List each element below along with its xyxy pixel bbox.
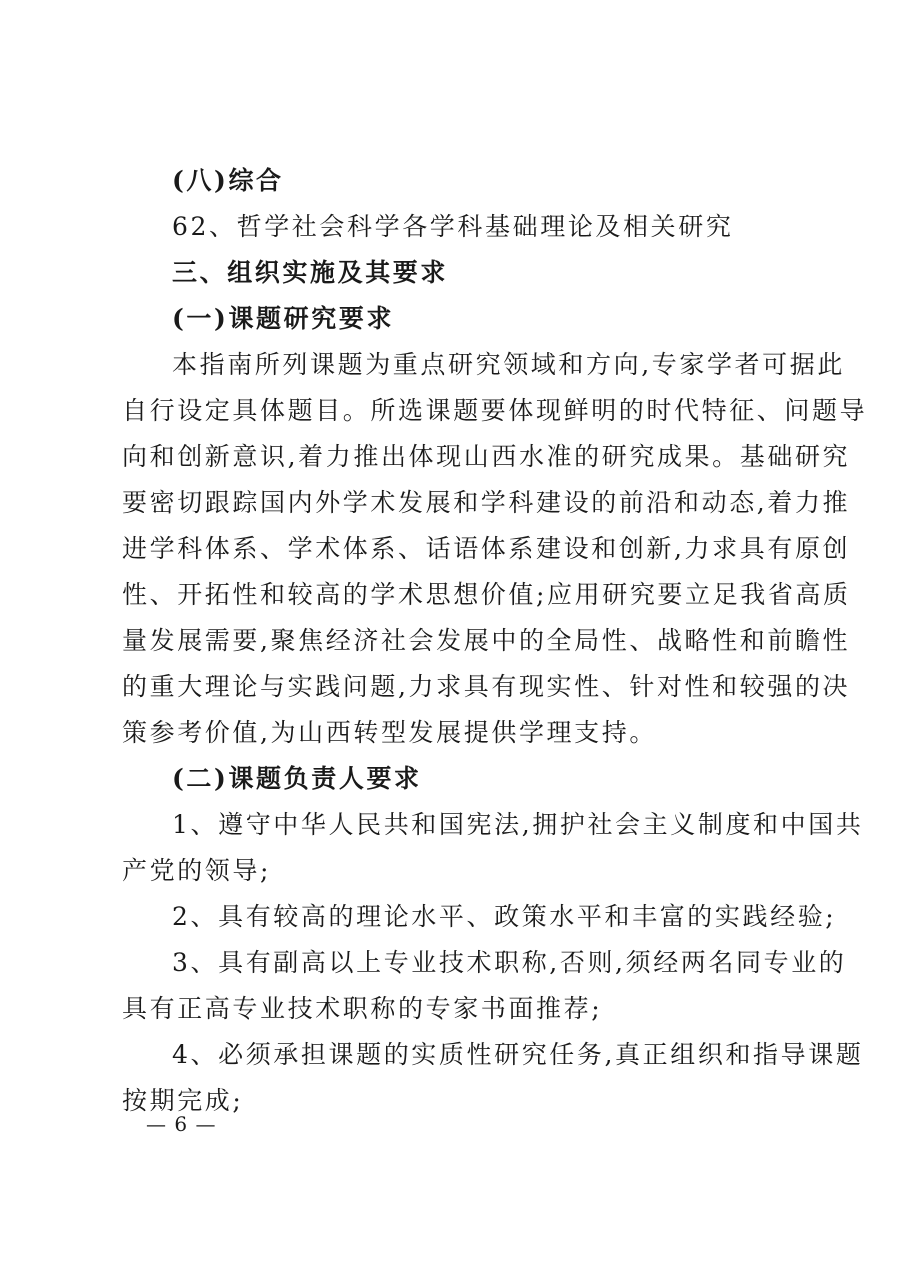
paragraph-research-line-7: 量发展需要,聚焦经济社会发展中的全局性、战略性和前瞻性 (122, 626, 851, 655)
paragraph-research-line-2: 自行设定具体题目。所选课题要体现鲜明的时代特征、问题导 (122, 396, 868, 425)
requirement-4-line-1: 4、必须承担课题的实质性研究任务,真正组织和指导课题 (172, 1040, 864, 1069)
requirement-3-line-1: 3、具有副高以上专业技术职称,否则,须经两名同专业的 (172, 948, 847, 977)
requirement-1-line-2: 产党的领导; (122, 856, 272, 885)
paragraph-research-line-8: 的重大理论与实践问题,力求具有现实性、针对性和较强的决 (122, 672, 851, 701)
subheading-research-requirements: (一)课题研究要求 (172, 304, 395, 333)
paragraph-research-line-3: 向和创新意识,着力推出体现山西水准的研究成果。基础研究 (122, 442, 851, 471)
item-62: 62、哲学社会科学各学科基础理论及相关研究 (172, 212, 734, 241)
paragraph-research-line-4: 要密切跟踪国内外学术发展和学科建设的前沿和动态,着力推 (122, 488, 851, 517)
section-heading-3: 三、组织实施及其要求 (172, 258, 449, 287)
page-number: — 6 — (146, 1112, 217, 1136)
paragraph-research-line-6: 性、开拓性和较高的学术思想价值;应用研究要立足我省高质 (122, 580, 851, 609)
heading-integrated: (八)综合 (172, 166, 284, 195)
subheading-leader-requirements: (二)课题负责人要求 (172, 764, 422, 793)
paragraph-research-line-5: 进学科体系、学术体系、话语体系建设和创新,力求具有原创 (122, 534, 851, 563)
paragraph-research-line-9: 策参考价值,为山西转型发展提供学理支持。 (122, 718, 657, 747)
requirement-3-line-2: 具有正高专业技术职称的专家书面推荐; (122, 994, 603, 1023)
requirement-2: 2、具有较高的理论水平、政策水平和丰富的实践经验; (172, 902, 837, 931)
requirement-4-line-2: 按期完成; (122, 1086, 244, 1115)
paragraph-research-line-1: 本指南所列课题为重点研究领域和方向,专家学者可据此 (172, 350, 845, 379)
requirement-1-line-1: 1、遵守中华人民共和国宪法,拥护社会主义制度和中国共 (172, 810, 864, 839)
